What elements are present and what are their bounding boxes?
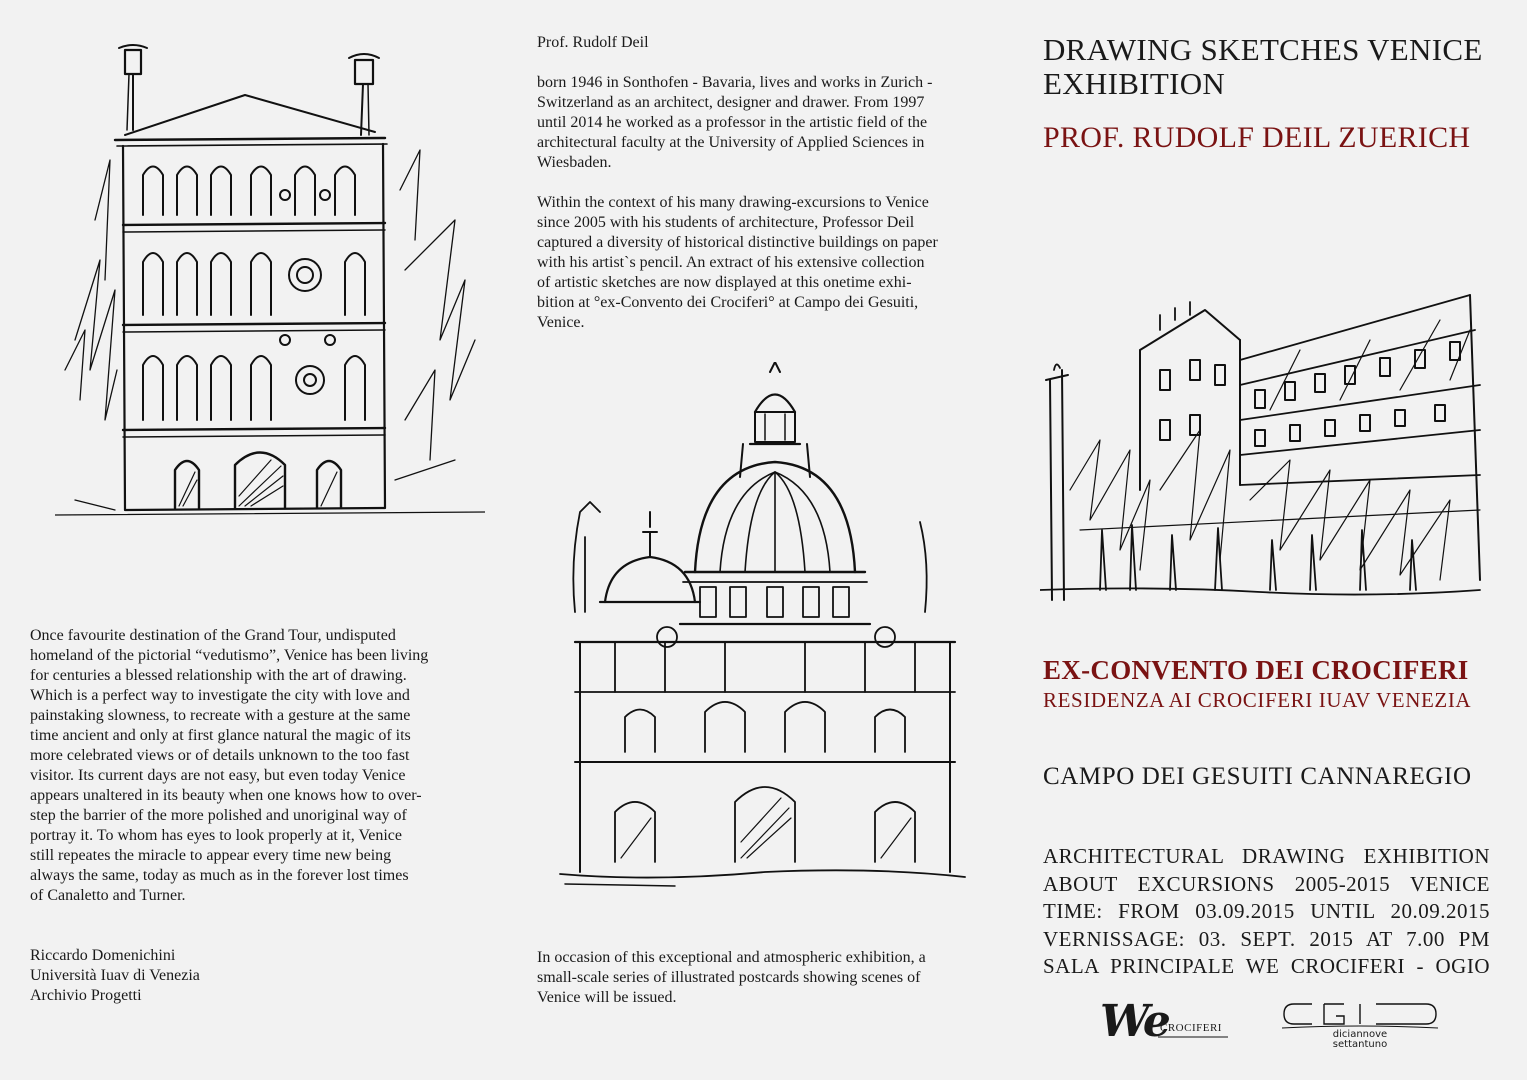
bio-paragraph-2: Within the context of his many drawing-excursions to Venice since 2005 with his students of architecture, Professor Deil captured a diversity of historical distinctive buildings on paper with his artist`s pencil. An extract of his extensive collection of artistic sketches are now displayed at this onetime exhi- bition at °ex-Convento dei Crociferi° at Campo dei Gesuiti, Venice. — [537, 194, 938, 331]
info-line: VERNISSAGE: 03. SEPT. 2015 AT 7.00 PM — [1043, 926, 1490, 951]
location-line: CAMPO DEI GESUITI CANNAREGIO — [1043, 763, 1472, 790]
info-block — [1043, 843, 1490, 981]
info-line: ARCHITECTURAL DRAWING EXHIBITION — [1043, 844, 1490, 868]
ogio-logo-line2: settantuno — [1332, 1039, 1388, 1050]
info-line: SALA PRINCIPALE WE CROCIFERI - OGIO — [1043, 954, 1490, 978]
venue-subtitle: RESIDENZA AI CROCIFERI IUAV VENEZIA — [1043, 688, 1472, 712]
ogio-logo-graphic — [1280, 1000, 1440, 1030]
postcard-note: In occasion of this exceptional and atmospheric exhibition, a small-scale series of illustrated postcards showing scenes of Venice will be issued. — [537, 949, 926, 1006]
author-name: Riccardo Domenichini — [30, 947, 176, 964]
essay-text: Once favourite destination of the Grand Tour, undisputed homeland of the pictorial “vedutismo”, Venice has been living for centuries a blessed relationship with the art of drawing. Which is a perfect way to investigate the city with love and painstaking slowness, to recreate with a gesture at the same time ancient and only at first glance natural the magic of its more celebrated views or of details unknown to the too fast visitor. Its current days are not easy, but even today Venice appears unaltered in its beauty when one knows how to over- step the barrier of the more polished and unoriginal way of portray it. To whom has eyes to look properly at it, Venice still repeates the miracle to appear every time new being always the same, today as much as in the forever lost times of Canaletto and Turner. — [30, 627, 429, 904]
we-logo-underline — [1158, 1035, 1228, 1039]
info-line: ABOUT EXCURSIONS 2005-2015 VENICE — [1043, 871, 1490, 896]
ogio-logo — [1280, 1000, 1440, 1060]
we-crociferi-logo — [1100, 996, 1230, 1056]
author-department: Archivio Progetti — [30, 987, 142, 1004]
artist-name: PROF. RUDOLF DEIL ZUERICH — [1043, 121, 1471, 154]
exhibition-title: DRAWING SKETCHES VENICE EXHIBITION — [1043, 32, 1483, 101]
bio-heading: Prof. Rudolf Deil — [537, 34, 649, 51]
we-logo-text: CROCIFERI — [1160, 1022, 1222, 1034]
bio-paragraph-1: born 1946 in Sonthofen - Bavaria, lives and works in Zurich - Switzerland as an architect, designer and drawer. From 1997 until 2014 he worked as a professor in the artistic field of the architectural faculty at the University of Applied Sciences in Wiesbaden. — [537, 74, 933, 171]
author-affiliation: Università Iuav di Venezia — [30, 967, 200, 984]
palazzo-facade-sketch — [55, 40, 485, 560]
crociferi-street-sketch — [1040, 290, 1490, 610]
info-line: TIME: FROM 03.09.2015 UNTIL 20.09.2015 — [1043, 899, 1490, 923]
venue-name: EX-CONVENTO DEI CROCIFERI — [1043, 655, 1469, 685]
church-dome-sketch — [555, 362, 975, 892]
ogio-logo-line1: diciannove — [1332, 1029, 1388, 1040]
we-logo-mark: We — [1100, 996, 1168, 1047]
